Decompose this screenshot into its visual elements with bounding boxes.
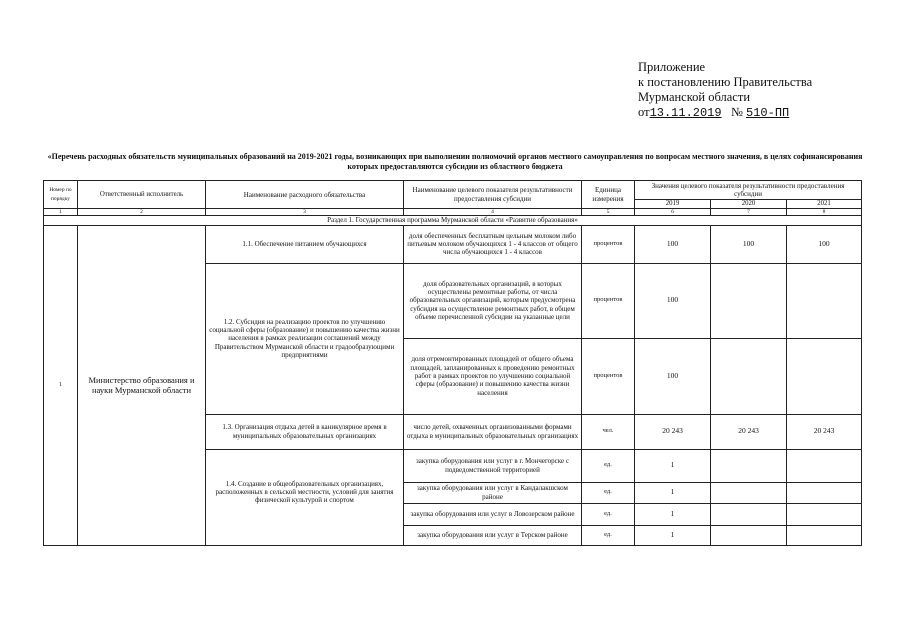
obligation-1-1: 1.1. Обеспечение питанием обучающихся	[206, 225, 404, 263]
unit-1-2-a: процентов	[582, 263, 635, 338]
value-1-2-a-2021	[787, 263, 862, 338]
value-1-4-c-2021	[787, 503, 862, 525]
document-number: 510-ПП	[746, 106, 790, 120]
col-number-5: 5	[582, 209, 635, 216]
col-number-2: 2	[78, 209, 206, 216]
document-title: «Перечень расходных обязательств муниципальных образований на 2019-2021 годы, возникающих при выполнении полномочий органов местного самоуправления по вопросам местного значения, в целях софинансирования которых предоставляются субсидии из областного бюджета	[47, 152, 863, 171]
header-year-2019: 2019	[635, 200, 711, 209]
value-1-2-a-2019: 100	[635, 263, 711, 338]
value-1-1-2020: 100	[711, 225, 787, 263]
header-year-2021: 2021	[787, 200, 862, 209]
appendix-line-1: Приложение	[638, 60, 706, 74]
indicator-1-2-a: доля образовательных организаций, в которых осуществлены ремонтные работы, от числа образовательных организаций, которым предусмотрена субсидия на осуществление ремонтных работ, в общем объеме перечисленной субсидии на указанные цели	[404, 263, 582, 338]
value-1-2-b-2019: 100	[635, 338, 711, 414]
value-1-4-d-2020	[711, 525, 787, 545]
unit-1-3: чел.	[582, 414, 635, 449]
section-title: Раздел 1. Государственная программа Мурманской области «Развитие образования»	[44, 216, 862, 225]
value-1-4-a-2021	[787, 449, 862, 482]
value-1-4-d-2021	[787, 525, 862, 545]
col-number-4: 4	[404, 209, 582, 216]
unit-1-4-d: ед.	[582, 525, 635, 545]
value-1-4-c-2020	[711, 503, 787, 525]
appendix-line-2: к постановлению Правительства	[638, 75, 813, 89]
value-1-4-b-2021	[787, 482, 862, 503]
indicator-1-4-d: закупка оборудования или услуг в Терском районе	[404, 525, 582, 545]
value-1-4-a-2019: 1	[635, 449, 711, 482]
header-unit: Единица измерения	[582, 181, 635, 209]
appendix-line-3: Мурманской области	[638, 90, 751, 104]
value-1-4-b-2019: 1	[635, 482, 711, 503]
value-1-4-c-2019: 1	[635, 503, 711, 525]
col-number-1: 1	[44, 209, 78, 216]
indicator-1-1: доля обеспеченных бесплатным цельным молоком либо питьевым молоком обучающихся 1 - 4 классов от общего числа обучающихся 1 - 4 классов	[404, 225, 582, 263]
appendix-header	[638, 60, 812, 121]
header-executor: Ответственный исполнитель	[78, 181, 206, 209]
value-1-4-d-2019: 1	[635, 525, 711, 545]
obligation-1-4: 1.4. Создание в общеобразовательных организациях, расположенных в сельской местности, условий для занятия физической культурой и спортом	[206, 449, 404, 545]
value-1-3-2021: 20 243	[787, 414, 862, 449]
value-1-4-b-2020	[711, 482, 787, 503]
unit-1-2-b: процентов	[582, 338, 635, 414]
unit-1-4-c: ед.	[582, 503, 635, 525]
header-year-2020: 2020	[711, 200, 787, 209]
header-order: Номер по порядку	[44, 181, 78, 209]
value-1-1-2021: 100	[787, 225, 862, 263]
header-indicator: Наименование целевого показателя результативности предоставления субсидии	[404, 181, 582, 209]
document-date: 13.11.2019	[649, 106, 722, 120]
indicator-1-4-a: закупка оборудования или услуг в г. Мончегорске с подведомственной территорией	[404, 449, 582, 482]
col-number-8: 8	[787, 209, 862, 216]
value-1-3-2019: 20 243	[635, 414, 711, 449]
indicator-1-3: число детей, охваченных организованными формами отдыха в муниципальных образовательных организациях	[404, 414, 582, 449]
appendix-date-line	[638, 105, 812, 121]
value-1-3-2020: 20 243	[711, 414, 787, 449]
col-number-3: 3	[206, 209, 404, 216]
indicator-1-2-b: доля отремонтированных площадей от общего объема площадей, запланированных к проведению ремонтных работ в рамках проектов по улучшению социальной сферы (образование) и повышению качества жизни населения	[404, 338, 582, 414]
obligation-1-2: 1.2. Субсидия на реализацию проектов по улучшению социальной сферы (образование) и повышению качества жизни населения в рамках реализации соглашений между Правительством Мурманской области и градообразующими предприятиями	[206, 263, 404, 414]
obligations-table	[43, 180, 862, 546]
indicator-1-4-b: закупка оборудования или услуг в Кандалакшском районе	[404, 482, 582, 503]
responsible-executor: Министерство образования и науки Мурманской области	[78, 225, 206, 545]
date-prefix: от	[638, 105, 650, 119]
unit-1-4-b: ед.	[582, 482, 635, 503]
value-1-2-b-2020	[711, 338, 787, 414]
header-values: Значения целевого показателя результативности предоставления субсидии	[635, 181, 862, 200]
order-number: 1	[44, 225, 78, 545]
value-1-2-b-2021	[787, 338, 862, 414]
value-1-1-2019: 100	[635, 225, 711, 263]
header-obligation: Наименование расходного обязательства	[206, 181, 404, 209]
value-1-2-a-2020	[711, 263, 787, 338]
col-number-7: 7	[711, 209, 787, 216]
value-1-4-a-2020	[711, 449, 787, 482]
unit-1-4-a: ед.	[582, 449, 635, 482]
col-number-6: 6	[635, 209, 711, 216]
number-prefix: №	[730, 105, 743, 119]
indicator-1-4-c: закупка оборудования или услуг в Ловозерском районе	[404, 503, 582, 525]
unit-1-1: процентов	[582, 225, 635, 263]
obligation-1-3: 1.3. Организация отдыха детей в каникулярное время в муниципальных образовательных организациях	[206, 414, 404, 449]
